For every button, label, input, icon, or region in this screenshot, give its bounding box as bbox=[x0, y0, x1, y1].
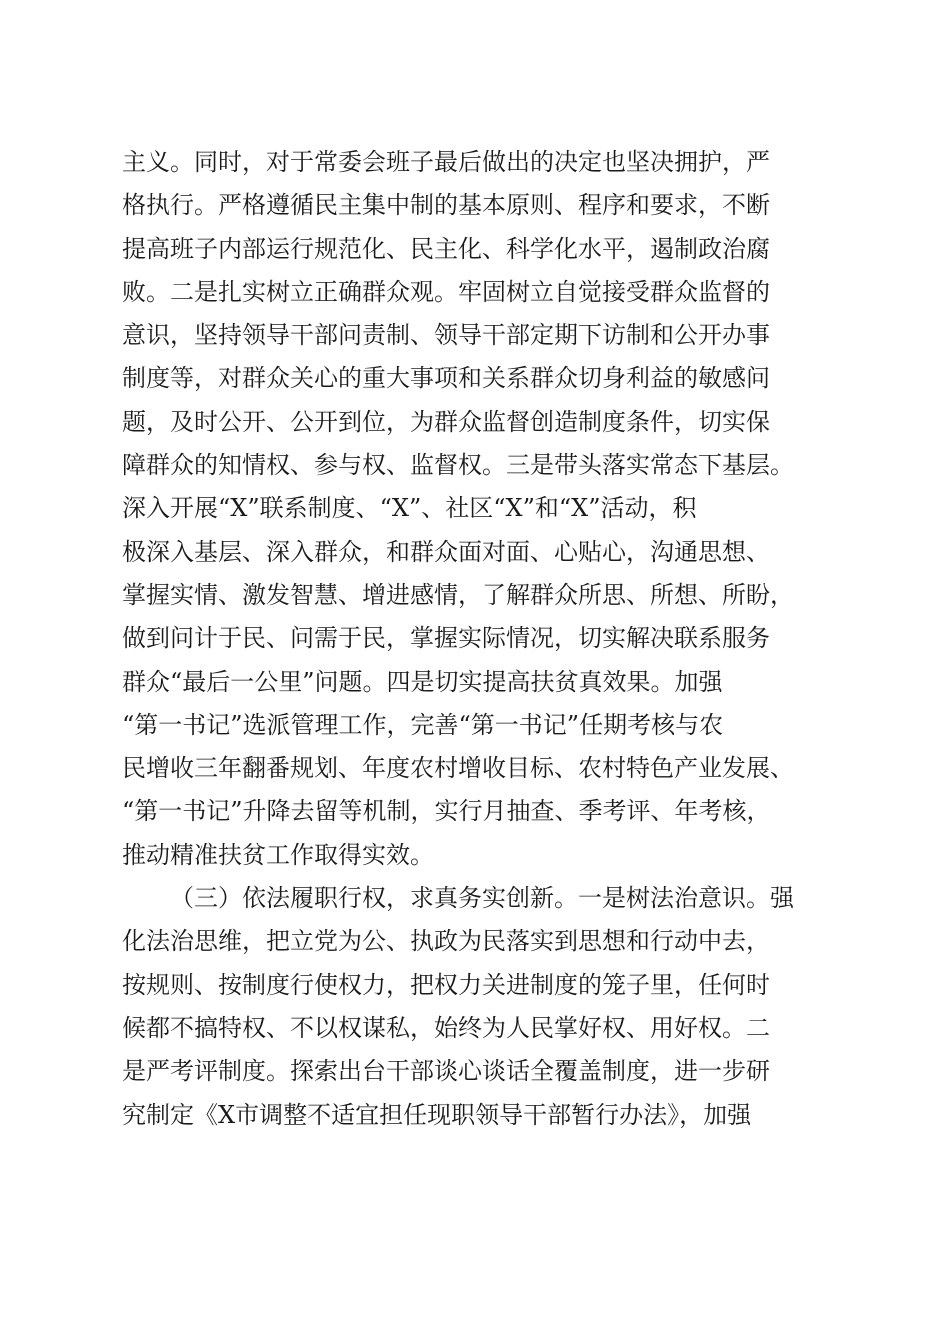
text-line: 格执行。严格遵循民主集中制的基本原则、程序和要求，不断 bbox=[122, 191, 770, 220]
text-line: 是严考评制度。探索出台干部谈心谈话全覆盖制度，进一步研 bbox=[122, 1057, 770, 1086]
text-line: 群众“最后一公里”问题。四是切实提高扶贫真效果。加强 bbox=[122, 667, 723, 696]
text-line: 提高班子内部运行规范化、民主化、科学化水平，遏制政治腐 bbox=[122, 234, 770, 263]
text-line: 候都不搞特权、不以权谋私，始终为人民掌好权、用好权。二 bbox=[122, 1013, 770, 1042]
text-line: 制度等，对群众关心的重大事项和关系群众切身利益的敏感问 bbox=[122, 364, 770, 393]
text-line: 按规则、按制度行使权力，把权力关进制度的笼子里，任何时 bbox=[122, 970, 770, 999]
text-line: 极深入基层、深入群众，和群众面对面、心贴心，沟通思想、 bbox=[122, 537, 770, 566]
text-line: 做到问计于民、问需于民，掌握实际情况，切实解决联系服务 bbox=[122, 624, 770, 653]
text-line: 深入开展“X”联系制度、“X”、社区“X”和“X”活动，积 bbox=[122, 494, 697, 523]
text-line: 主义。同时，对于常委会班子最后做出的决定也坚决拥护，严 bbox=[122, 148, 770, 176]
text-line: 化法治思维，把立党为公、执政为民落实到思想和行动中去， bbox=[122, 927, 770, 956]
section-heading-line: （三）依法履职行权，求真务实创新。一是树法治意识。强 bbox=[170, 884, 794, 913]
text-line: 障群众的知情权、参与权、监督权。三是带头落实常态下基层。 bbox=[122, 451, 794, 480]
text-line: 推动精准扶贫工作取得实效。 bbox=[122, 840, 434, 869]
text-line: 题，及时公开、公开到位，为群众监督创造制度条件，切实保 bbox=[122, 407, 770, 436]
text-line: “第一书记”选派管理工作，完善“第一书记”任期考核与农 bbox=[122, 710, 724, 739]
text-line: 败。二是扎实树立正确群众观。牢固树立自觉接受群众监督的 bbox=[122, 277, 770, 306]
text-line: 究制定《X市调整不适宜担任现职领导干部暂行办法》，加强 bbox=[122, 1100, 752, 1129]
text-line: 掌握实情、激发智慧、增进感情，了解群众所思、所想、所盼， bbox=[122, 580, 794, 609]
text-line: “第一书记”升降去留等机制，实行月抽查、季考评、年考核， bbox=[122, 797, 771, 826]
body-text bbox=[122, 141, 842, 1137]
text-line: 民增收三年翻番规划、年度农村增收目标、农村特色产业发展、 bbox=[122, 754, 794, 783]
text-line: 意识，坚持领导干部问责制、领导干部定期下访制和公开办事 bbox=[122, 321, 770, 350]
